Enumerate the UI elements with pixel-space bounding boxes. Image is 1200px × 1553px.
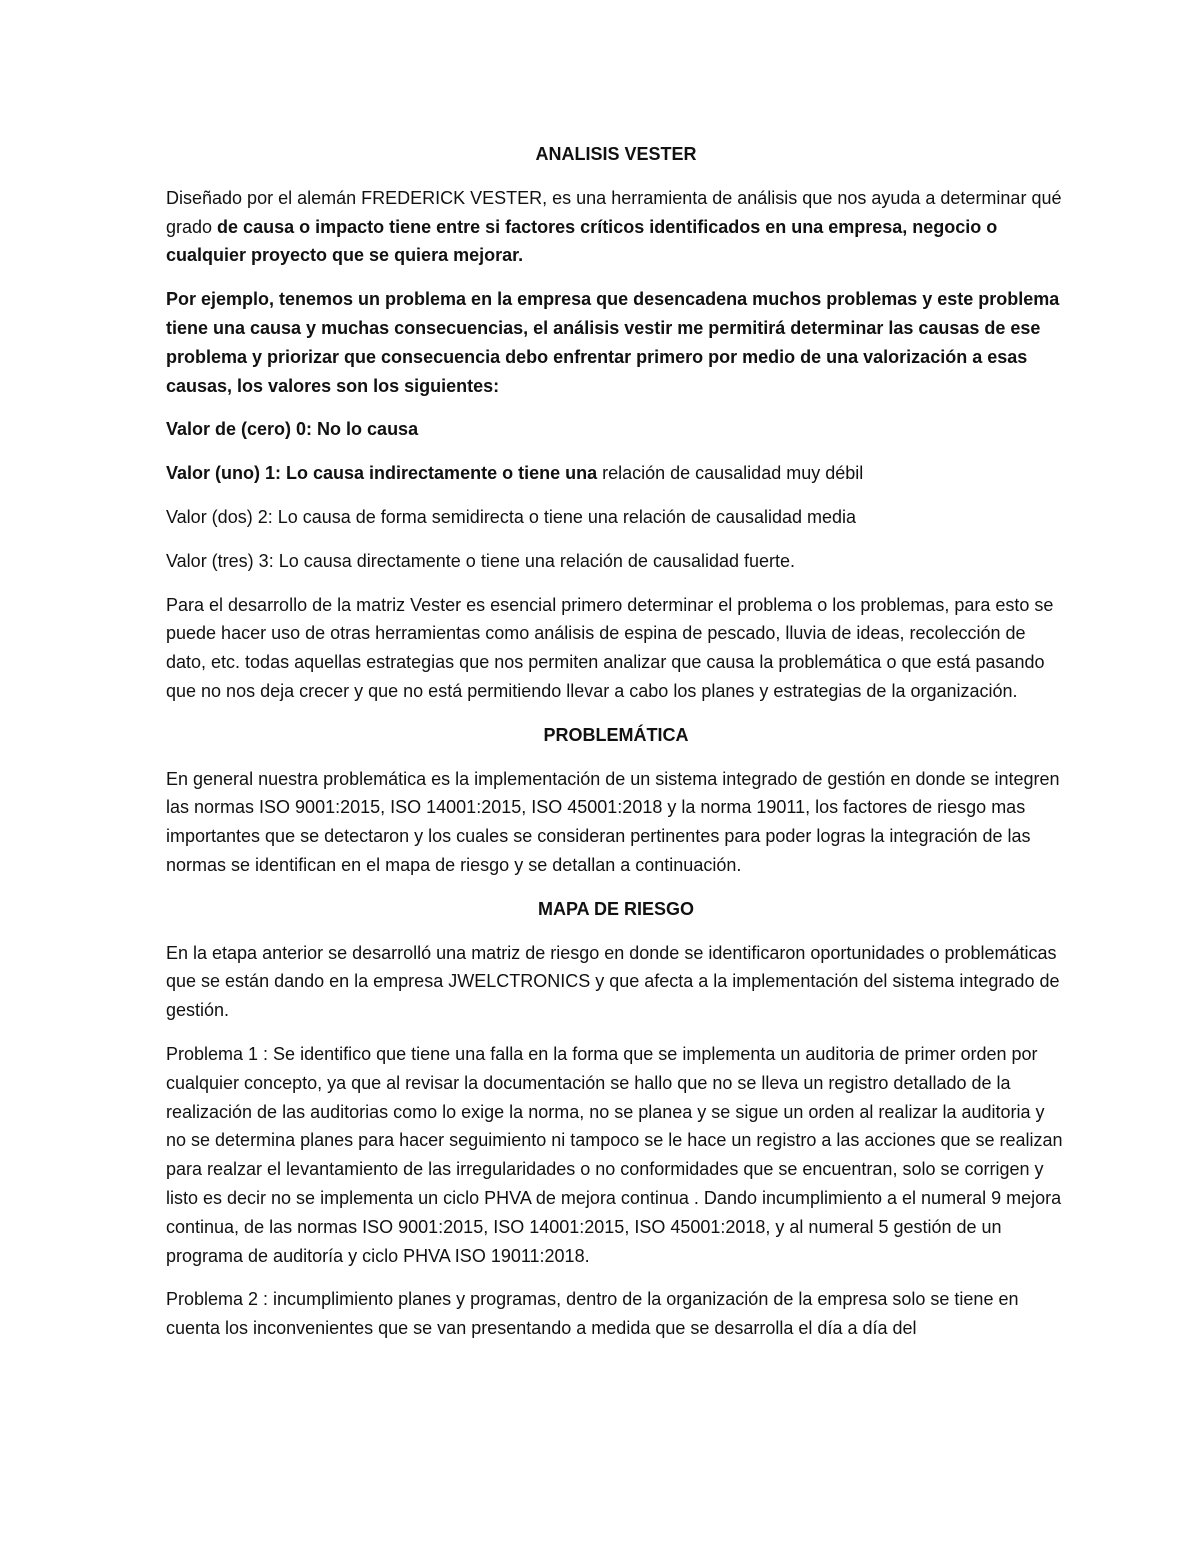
- value-zero: Valor de (cero) 0: No lo causa: [166, 419, 419, 440]
- value-three: Valor (tres) 3: Lo causa directamente o tiene una relación de causalidad fuerte.: [166, 550, 796, 571]
- intro-paragraph: [166, 184, 1066, 270]
- value-two: Valor (dos) 2: Lo causa de forma semidirecta o tiene una relación de causalidad media: [166, 506, 857, 527]
- intro-bold-text: de causa o impacto tiene entre si factores críticos identificados en una empresa, negocio o cualquier proyecto que se quiera mejorar.: [166, 216, 998, 266]
- problematica-heading: PROBLEMÁTICA: [543, 724, 689, 745]
- mapa-paragraph: En la etapa anterior se desarrolló una matriz de riesgo en donde se identificaron oportunidades o problemáticas que se están dando en la empresa JWELCTRONICS y que afecta a la implementación del sistema integrado de gestión.: [166, 942, 1060, 1021]
- example-paragraph: Por ejemplo, tenemos un problema en la empresa que desencadena muchos problemas y este problema tiene una causa y muchas consecuencias, el análisis vestir me permitirá determinar las causas de ese problema y priorizar que consecuencia debo enfrentar primero por medio de una valorización a esas causas, los valores son los siguientes:: [166, 289, 1060, 396]
- mapa-heading: MAPA DE RIESGO: [537, 898, 694, 919]
- development-paragraph: Para el desarrollo de la matriz Vester es esencial primero determinar el problema o los problemas, para esto se puede hacer uso de otras herramientas como análisis de espina de pescado, lluvia de ideas, recolección de dato, etc. todas aquellas estrategias que nos permiten analizar que causa la problemática o que está pasando que no nos deja crecer y que no está permitiendo llevar a cabo los planes y estrategias de la organización.: [166, 594, 1054, 701]
- document-page: [166, 140, 1066, 1358]
- value-one-text: relación de causalidad muy débil: [597, 463, 864, 484]
- document-title: ANALISIS VESTER: [535, 144, 697, 164]
- problematica-paragraph: En general nuestra problemática es la implementación de un sistema integrado de gestión en donde se integren las normas ISO 9001:2015, ISO 14001:2015, ISO 45001:2018 y la norma 19011, los factores de riesgo mas importantes que se detectaron y los cuales se consideran pertinentes para poder logras la integración de las normas se identifican en el mapa de riesgo y se detallan a continuación.: [166, 768, 1060, 875]
- intro-text: Diseñado por el alemán FREDERICK VESTER, es una herramienta de análisis que nos ayuda a determinar qué grado: [166, 187, 1062, 237]
- value-one-bold: Valor (uno) 1: Lo causa indirectamente o tiene una: [166, 463, 598, 484]
- problema-1-paragraph: Problema 1 : Se identifico que tiene una falla en la forma que se implementa un auditoria de primer orden por cualquier concepto, ya que al revisar la documentación se hallo que no se lleva un registro detallado de la realización de las auditorias como lo exige la norma, no se planea y se sigue un orden al realizar la auditoria y no se determina planes para hacer seguimiento ni tampoco se le hace un registro a las acciones que se realizan para realzar el levantamiento de las irregularidades o no conformidades que se encuentran, solo se corrigen y listo es decir no se implementa un ciclo PHVA de mejora continua . Dando incumplimiento a el numeral 9 mejora continua, de las normas ISO 9001:2015, ISO 14001:2015, ISO 45001:2018, y al numeral 5 gestión de un programa de auditoría y ciclo PHVA ISO 19011:2018.: [166, 1043, 1063, 1266]
- value-one: [166, 459, 1066, 488]
- problema-2-paragraph: Problema 2 : incumplimiento planes y programas, dentro de la organización de la empresa solo se tiene en cuenta los inconvenientes que se van presentando a medida que se desarrolla el día a día del: [166, 1289, 1019, 1339]
